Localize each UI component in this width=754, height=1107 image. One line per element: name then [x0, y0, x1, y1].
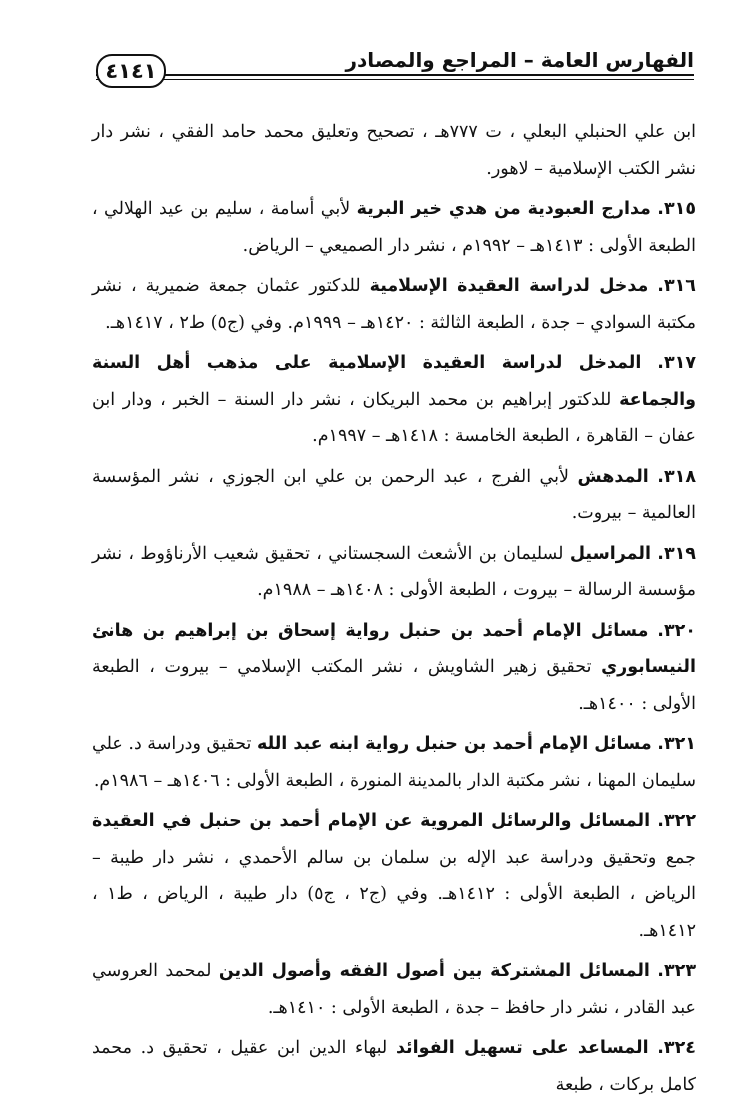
- entry-details: للدكتور إبراهيم بن محمد البريكان ، نشر دار السنة – الخبر ، ودار ابن عفان – القاهرة ، الطبعة الخامسة : ١٤١٨هـ – ١٩٩٧م.: [92, 389, 696, 446]
- entry-number: ٣١٧.: [657, 353, 696, 373]
- bibliography-entry: [92, 953, 696, 1026]
- bibliography-entry: [92, 803, 696, 949]
- header-rule-thin: [96, 79, 694, 80]
- entry-number: ٣٢٠.: [657, 620, 696, 641]
- entry-details: للدكتور عثمان جمعة ضميرية ، نشر مكتبة السوادي – جدة ، الطبعة الثالثة : ١٤٢٠هـ – ١٩٩٩م. وفي (ج٥) ط٢ ، ١٤١٧هـ.: [92, 276, 696, 333]
- entry-number: ٣١٥.: [657, 199, 696, 219]
- page-number: ٤١٤١: [96, 54, 166, 88]
- running-title: الفهارس العامة – المراجع والمصادر: [345, 48, 694, 72]
- page-header: [96, 46, 694, 86]
- bibliography-entry: [92, 726, 696, 799]
- bibliography-entry: [92, 345, 696, 455]
- entry-details: لبهاء الدين ابن عقيل ، تحقيق د. محمد كامل بركات ، طبعة: [92, 1038, 696, 1095]
- entry-details: تحقيق زهير الشاويش ، نشر المكتب الإسلامي – بيروت ، الطبعة الأولى : ١٤٠٠هـ.: [92, 657, 696, 714]
- continuation-text: ابن علي الحنبلي البعلي ، ت ٧٧٧هـ ، تصحيح وتعليق محمد حامد الفقي ، نشر دار نشر الكتب الإسلامية – لاهور.: [92, 122, 696, 179]
- entry-title: المساعد على تسهيل الفوائد: [395, 1038, 649, 1058]
- entry-title: المسائل المشتركة بين أصول الفقه وأصول الدين: [218, 961, 650, 981]
- entry-list: [92, 191, 696, 1103]
- entry-title: المسائل والرسائل المروية عن الإمام أحمد بن حنبل في العقيدة: [92, 811, 651, 831]
- entry-number: ٣٢٣.: [657, 961, 696, 981]
- entry-title: مسائل الإمام أحمد بن حنبل رواية ابنه عبد الله: [256, 734, 652, 754]
- entry-title: المراسيل: [569, 543, 651, 564]
- entry-number: ٣٢٢.: [657, 811, 696, 831]
- entry-title: المدخل لدراسة العقيدة الإسلامية على مذهب أهل السنة والجماعة: [92, 353, 696, 410]
- bibliography-entry: [92, 459, 696, 532]
- entry-title: المدهش: [577, 466, 649, 487]
- entry-title: مدخل لدراسة العقيدة الإسلامية: [369, 276, 649, 296]
- entry-number: ٣١٦.: [657, 276, 696, 296]
- entry-number: ٣٢١.: [657, 734, 696, 754]
- header-rule: [96, 74, 694, 76]
- bibliography-entry: [92, 536, 696, 609]
- entry-details: تحقيق ودراسة د. علي سليمان المهنا ، نشر مكتبة الدار بالمدينة المنورة ، الطبعة الأولى : ١٤٠٦هـ – ١٩٨٦م.: [92, 734, 696, 791]
- entry-number: ٣٢٤.: [657, 1038, 696, 1058]
- entry-details: لأبي أسامة ، سليم بن عيد الهلالي ، الطبعة الأولى : ١٤١٣هـ – ١٩٩٢م ، نشر دار الصميعي – الرياض.: [92, 199, 696, 256]
- bibliography-list: [92, 114, 696, 1107]
- entry-details: لمحمد العروسي عبد القادر ، نشر دار حافظ – جدة ، الطبعة الأولى : ١٤١٠هـ.: [92, 961, 696, 1018]
- entry-details: لسليمان بن الأشعث السجستاني ، تحقيق شعيب الأرناؤوط ، نشر مؤسسة الرسالة – بيروت ، الطبعة الأولى : ١٤٠٨هـ – ١٩٨٨م.: [92, 543, 696, 600]
- bibliography-entry: [92, 613, 696, 723]
- entry-title: مسائل الإمام أحمد بن حنبل رواية إسحاق بن إبراهيم بن هانئ النيسابوري: [92, 620, 696, 677]
- entry-title: مدارج العبودية من هدي خير البرية: [356, 199, 651, 219]
- entry-details: لأبي الفرج ، عبد الرحمن بن علي ابن الجوزي ، نشر المؤسسة العالمية – بيروت.: [92, 466, 696, 523]
- bibliography-entry: [92, 191, 696, 264]
- entry-number: ٣١٩.: [657, 543, 696, 564]
- bibliography-entry: [92, 268, 696, 341]
- bibliography-entry: [92, 1030, 696, 1103]
- entry-details: جمع وتحقيق ودراسة عبد الإله بن سلمان بن سالم الأحمدي ، نشر دار طيبة – الرياض ، الطبعة الأولى : ١٤١٢هـ. وفي (ج٢ ، ج٥) دار طيبة ، الرياض ، ط١ ، ١٤١٢هـ.: [92, 847, 697, 941]
- entry-number: ٣١٨.: [657, 466, 696, 487]
